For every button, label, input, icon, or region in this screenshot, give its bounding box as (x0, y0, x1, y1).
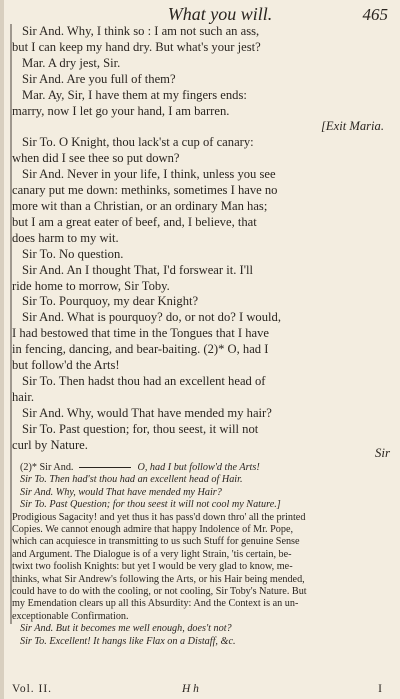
signature-mark: H h (182, 683, 199, 695)
footnote-ref: (2)* Sir And. (20, 462, 74, 473)
footnote-line: Sir To. Excellent! It hangs like Flax on a Distaff, &c. (20, 635, 236, 647)
text-line: Sir And. Are you full of them? (22, 71, 176, 86)
footnote-line: thinks, what Sir Andrew's following the Arts, or his Hair being mended, (12, 573, 305, 585)
dialogue-text (12, 24, 390, 453)
text-line: Sir To. Past question; for, thou seest, it will not (22, 421, 259, 436)
footnote-line: my Emendation clears up all this Absurdity: And the Context is an un- (12, 598, 299, 610)
text-line: more wit than a Christian, or an ordinary Man has; (12, 198, 268, 213)
text-line: I had bestowed that time in the Tongues that I have (12, 326, 269, 341)
text-line: Sir And. Never in your life, I think, unless you see (22, 167, 276, 182)
text-line: does harm to my wit. (12, 230, 119, 245)
text-line: Sir To. Then hadst thou had an excellent head of (22, 373, 266, 388)
footnote-line: twixt two foolish Knights: but yet I would be very glad to know, me- (12, 561, 293, 573)
text-line: curl by Nature. (12, 437, 88, 452)
text-line: Sir And. What is pourquoy? do, or not do? I would, (22, 310, 281, 325)
footnote-line: exceptionable Confirmation. (12, 610, 129, 622)
text-line: Mar. A dry jest, Sir. (22, 55, 121, 70)
text-line: in fencing, dancing, and bear-baiting. (2)* O, had I (12, 342, 269, 357)
text-line: Sir To. O Knight, thou lack'st a cup of canary: (22, 135, 254, 150)
footnote-line: and Argument. The Dialogue is of a very light Strain, 'tis certain, be- (12, 548, 292, 560)
footnote-line: Sir And. But it becomes me well enough, does't not? (20, 623, 232, 635)
footnote-line: could have to do with the cooling, or not cooling, Sir Toby's Nature. But (12, 586, 307, 598)
page-footer (12, 683, 388, 697)
text-line: Sir And. Why, I think so : I am not such an ass, (22, 24, 260, 38)
footnote-line: Prodigious Sagacity! and yet thus it has pass'd down thro' all the printed (12, 511, 306, 523)
footnotes (12, 462, 390, 648)
footnote-line: which can acquiesce in transmitting to us such Stuff for genuine Sense (12, 536, 300, 548)
footnote-line: Sir To. Then had'st thou had an excellent head of Hair. (20, 474, 243, 486)
text-line: Sir To. No question. (22, 246, 124, 261)
stage-direction: [Exit Maria. (321, 119, 384, 134)
text-line: ride home to morrow, Sir Toby. (12, 278, 170, 293)
text-line: hair. (12, 389, 35, 404)
text-line: marry, now I let go your hand, I am barren. (12, 103, 230, 118)
text-line: Sir And. An I thought That, I'd forswear it. I'll (22, 262, 253, 277)
running-header (0, 4, 400, 26)
footnote-quote: O, had I but follow'd the Arts! (137, 462, 260, 473)
footnote-dash (79, 467, 131, 468)
catchword: Sir (374, 445, 390, 460)
footnote-line: Sir And. Why, would That have mended my Hair? (20, 486, 222, 498)
text-line: Mar. Ay, Sir, I have them at my fingers ends: (22, 87, 247, 102)
text-line: but I am a great eater of beef, and, I believe, that (12, 214, 257, 229)
footer-mark: I (378, 683, 382, 695)
text-line: Sir And. Why, would That have mended my hair? (22, 405, 272, 420)
text-line: but I can keep my hand dry. But what's your jest? (12, 39, 261, 54)
text-line: Sir To. Pourquoy, my dear Knight? (22, 294, 199, 309)
footnote-line: Copies. We cannot enough admire that happy Indolence of Mr. Pope, (12, 524, 294, 536)
footnote-line (12, 462, 390, 474)
footnote-line: Sir To. Past Question; for thou seest it will not cool my Nature.] (20, 499, 281, 511)
page-number: 465 (362, 5, 388, 24)
page-edge (0, 0, 4, 699)
text-line: but follow'd the Arts! (12, 358, 120, 373)
text-line: canary put me down: methinks, sometimes I have no (12, 183, 278, 198)
volume-label: Vol. II. (12, 683, 53, 695)
text-line: when did I see thee so put down? (12, 151, 180, 166)
running-title: What you will. (167, 4, 273, 24)
